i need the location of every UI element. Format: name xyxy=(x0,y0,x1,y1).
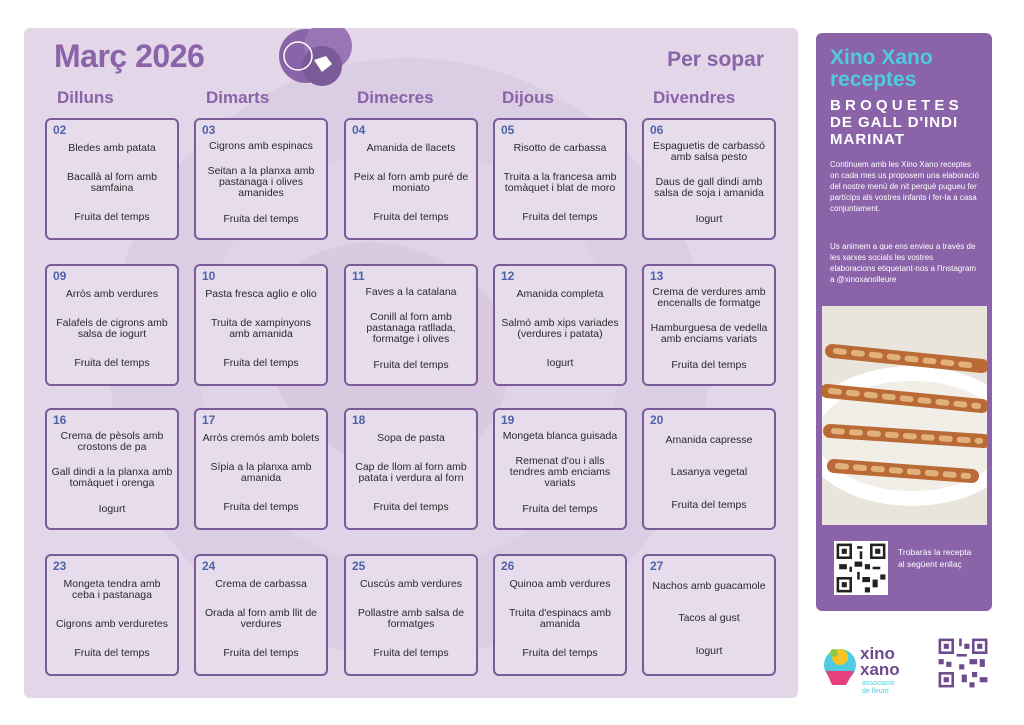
menu-panel xyxy=(24,28,798,698)
dish-list xyxy=(200,280,322,378)
day-number: 16 xyxy=(53,413,67,427)
page-title: Març 2026 xyxy=(54,38,205,74)
dish-item: Fruita del temps xyxy=(74,647,150,659)
day-number: 19 xyxy=(501,413,515,427)
dish-item: Fruita del temps xyxy=(373,647,449,659)
dish-item: Lasanya vegetal xyxy=(670,466,748,479)
dish-list xyxy=(648,424,770,522)
day-cell xyxy=(642,118,776,240)
dish-item: Risotto de carbassa xyxy=(513,142,607,154)
dish-item: Fruita del temps xyxy=(522,647,598,659)
day-cell xyxy=(194,118,328,240)
dish-item: Daus de gall dindi amb salsa de soja i amanida xyxy=(654,176,764,200)
dish-item: Quinoa amb verdures xyxy=(509,578,611,590)
dish-item: Crema de pèsols amb crostons de pa xyxy=(60,430,164,454)
day-number: 11 xyxy=(352,269,365,283)
dish-item: Falafels de cigrons amb salsa de iogurt xyxy=(56,317,168,340)
day-cell xyxy=(45,408,179,530)
dish-item: Crema de carbassa xyxy=(215,578,307,590)
day-cell xyxy=(493,264,627,386)
dish-item: Hamburguesa de vedella amb enciams variats xyxy=(650,322,768,346)
dish-list xyxy=(350,570,472,668)
day-number: 17 xyxy=(202,413,216,427)
dish-item: Amanida de llacets xyxy=(366,142,456,154)
dish-item: Bacallà al forn amb samfaina xyxy=(67,171,157,194)
day-number: 26 xyxy=(501,559,515,573)
dish-list xyxy=(200,424,322,522)
day-number: 27 xyxy=(650,559,664,573)
dish-item: Pollastre amb salsa de formatges xyxy=(357,607,465,630)
day-cell xyxy=(493,118,627,240)
day-header-fri: Divendres xyxy=(653,88,736,107)
day-number: 10 xyxy=(202,269,216,283)
day-number: 20 xyxy=(650,413,664,427)
day-number: 18 xyxy=(352,413,366,427)
dish-item: Fruita del temps xyxy=(671,358,747,371)
dish-item: Remenat d'ou i alls tendres amb enciams variats xyxy=(509,455,611,490)
dish-item: Iogurt xyxy=(695,212,723,225)
dish-item: Fruita del temps xyxy=(522,211,598,223)
day-cell xyxy=(493,554,627,676)
brand-subtitle: receptes xyxy=(830,68,917,91)
dish-item: Fruita del temps xyxy=(223,212,299,225)
dish-item: Arròs amb verdures xyxy=(65,288,159,300)
recipe-title xyxy=(830,97,988,148)
dish-list xyxy=(648,134,770,232)
dish-list xyxy=(499,570,621,668)
recipe-photo xyxy=(822,306,987,525)
dish-item: Cigrons amb espinacs xyxy=(209,140,313,153)
day-header-tue: Dimarts xyxy=(206,88,270,107)
xino-xano-logo xyxy=(820,635,916,697)
dish-item: Mongeta tendra amb ceba i pastanaga xyxy=(63,578,161,601)
dish-list xyxy=(200,134,322,232)
dish-list xyxy=(51,134,173,232)
recipe-title-line1: BROQUETES xyxy=(830,97,963,114)
logo-sub2: de lleure xyxy=(862,688,889,695)
day-number: 23 xyxy=(53,559,67,573)
day-cell xyxy=(344,264,478,386)
dish-list xyxy=(51,424,173,522)
dish-item: Fruita del temps xyxy=(373,211,449,223)
dish-list xyxy=(350,424,472,522)
dish-item: Cap de llom al forn amb patata i verdura al forn xyxy=(355,461,467,484)
day-number: 25 xyxy=(352,559,366,573)
dish-item: Mongeta blanca guisada xyxy=(502,430,618,443)
day-cell xyxy=(344,554,478,676)
day-cell xyxy=(344,408,478,530)
dish-item: Sopa de pasta xyxy=(377,432,445,444)
recipe-title-line3: MARINAT xyxy=(830,131,906,148)
day-number: 06 xyxy=(650,123,664,137)
recipe-title-line2: DE GALL D'INDI xyxy=(830,114,959,131)
dish-item: Pasta fresca aglio e olio xyxy=(205,288,317,300)
dish-item: Fruita del temps xyxy=(373,501,449,513)
intro-paragraph: Continuem amb les Xino Xano receptes on cada mes us proposem una elaboració del nostre menú de nit perquè pugueu fer partícips als vostres infants i fer-la a casa conjuntament. xyxy=(830,160,979,213)
day-cell xyxy=(194,554,328,676)
dish-item: Cuscús amb verdures xyxy=(359,578,463,590)
dish-list xyxy=(200,570,322,668)
dish-item: Sípia a la planxa amb amanida xyxy=(210,461,312,484)
dish-list xyxy=(51,570,173,668)
day-number: 12 xyxy=(501,269,515,283)
footer-qr-code-icon[interactable] xyxy=(936,636,990,690)
dish-item: Iogurt xyxy=(695,645,723,658)
day-number: 03 xyxy=(202,123,216,137)
dish-item: Fruita del temps xyxy=(223,357,299,369)
skewers-image xyxy=(822,306,987,525)
day-cell xyxy=(642,264,776,386)
day-header-wed: Dimecres xyxy=(357,88,434,107)
day-cell xyxy=(642,554,776,676)
day-cell xyxy=(194,264,328,386)
dish-list xyxy=(51,280,173,378)
logo-circles-icon xyxy=(276,28,356,90)
day-number: 04 xyxy=(352,123,366,137)
dish-item: Nachos amb guacamole xyxy=(652,579,766,592)
dish-item: Seitan a la planxa amb pastanaga i olives amanides xyxy=(207,165,315,200)
day-number: 09 xyxy=(53,269,67,283)
dish-item: Salmó amb xips variades (verdures i patata) xyxy=(501,317,619,340)
dish-item: Iogurt xyxy=(546,357,574,369)
dish-item: Conill al forn amb pastanaga ratllada, formatge i olives xyxy=(366,311,456,346)
dish-item: Bledes amb patata xyxy=(68,142,156,154)
dish-item: Gall dindi a la planxa amb tomàquet i orenga xyxy=(51,466,173,490)
dish-list xyxy=(648,280,770,378)
dish-item: Amanida completa xyxy=(516,288,604,300)
dish-item: Truita d'espinacs amb amanida xyxy=(509,607,611,630)
day-number: 02 xyxy=(53,123,67,137)
logo-word1: xino xyxy=(860,644,895,663)
recipe-qr-code-icon[interactable] xyxy=(834,541,888,595)
dish-item: Crema de verdures amb encenalls de formatge xyxy=(652,286,766,310)
dish-item: Amanida capresse xyxy=(665,433,753,446)
dish-item: Fruita del temps xyxy=(74,211,150,223)
dish-list xyxy=(350,134,472,232)
dish-item: Iogurt xyxy=(98,502,126,515)
day-header-thu: Dijous xyxy=(502,88,554,107)
dish-list xyxy=(499,424,621,522)
dish-item: Fruita del temps xyxy=(223,501,299,513)
dish-list xyxy=(350,280,472,378)
day-header-mon: Dilluns xyxy=(57,88,114,107)
dish-item: Tacos al gust xyxy=(678,612,740,625)
dish-item: Arròs cremós amb bolets xyxy=(202,432,320,444)
dish-list xyxy=(499,280,621,378)
dish-list xyxy=(499,134,621,232)
qr-caption: Trobaràs la recepta al següent enllaç xyxy=(898,547,972,569)
dish-item: Fruita del temps xyxy=(671,499,747,512)
day-cell xyxy=(493,408,627,530)
day-cell xyxy=(344,118,478,240)
day-cell xyxy=(194,408,328,530)
dish-item: Truita de xampinyons amb amanida xyxy=(211,317,311,340)
dish-item: Orada al forn amb llit de verdures xyxy=(204,607,318,630)
dish-item: Fruita del temps xyxy=(223,647,299,659)
logo-word2: xano xyxy=(860,660,900,679)
dish-item: Fruita del temps xyxy=(522,502,598,515)
day-number: 13 xyxy=(650,269,664,283)
dish-list xyxy=(648,570,770,668)
dish-item: Faves a la catalana xyxy=(365,286,457,299)
dish-item: Peix al forn amb puré de moniato xyxy=(353,171,469,194)
day-cell xyxy=(45,264,179,386)
day-cell xyxy=(45,554,179,676)
brand-title: Xino Xano xyxy=(830,46,933,69)
dish-item: Espaguetis de carbassó amb salsa pesto xyxy=(652,140,766,164)
dish-item: Cigrons amb verduretes xyxy=(55,618,169,630)
dish-item: Truita a la francesa amb tomàquet i blat de moro xyxy=(503,171,617,194)
day-cell xyxy=(45,118,179,240)
logo-sub1: associació xyxy=(862,680,895,687)
day-number: 24 xyxy=(202,559,216,573)
recipe-sidebar xyxy=(816,33,992,611)
page-subtitle: Per sopar xyxy=(667,48,764,71)
day-cell xyxy=(642,408,776,530)
social-paragraph: Us animem a que ens envieu a través de les xarxes socials les vostres elaboracions etiquetant-nos a l'Instagram a @xinoxanolleure xyxy=(830,242,977,284)
dish-item: Fruita del temps xyxy=(373,358,449,371)
day-number: 05 xyxy=(501,123,515,137)
dish-item: Fruita del temps xyxy=(74,357,150,369)
